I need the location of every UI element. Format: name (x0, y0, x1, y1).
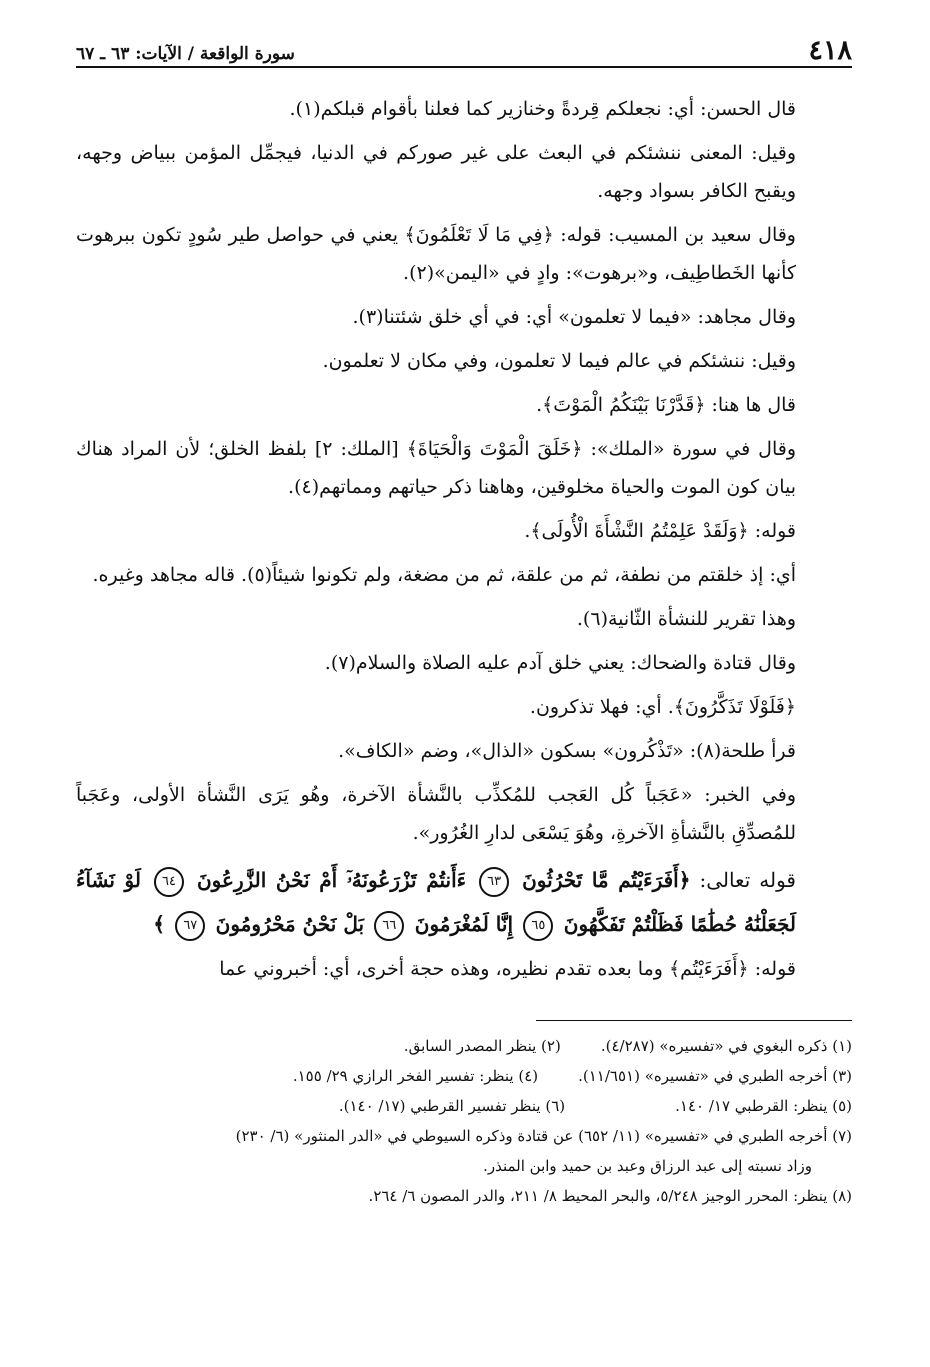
footnote-continuation: وزاد نسبته إلى عبد الرزاق وعبد بن حميد وابن المنذر. (483, 1157, 812, 1175)
footnote: (٧) أخرجه الطبري في «تفسيره» (١١/ ٦٥٢) عن قتادة وذكره السيوطي في «الدر المنثور» (٦/ ٢٣٠) (235, 1127, 852, 1145)
footnote: (٤) ينظر: تفسير الفخر الرازي ٢٩/ ١٥٥. (292, 1067, 539, 1085)
paragraph: قرأ طلحة(٨): «تَذْكُرون» بسكون «الذال»، وضم «الكاف». (338, 740, 796, 762)
verse-close-bracket: ﴾ (153, 912, 165, 936)
footnote-line (76, 1031, 852, 1061)
running-title: سورة الواقعة / الآيات: ٦٣ ـ ٦٧ (76, 44, 295, 64)
paragraph: وقيل: ننشئكم في عالم فيما لا تعلمون، وفي مكان لا تعلمون. (322, 350, 796, 372)
ayah-number-marker: ٦٣ (479, 867, 509, 897)
footnote-separator (536, 1020, 852, 1021)
paragraph: وقيل: المعنى ننشئكم في البعث على غير صوركم في الدنيا، فيجمِّل المؤمن ببياض وجهه، ويقبح الكافر بسواد وجهه. (76, 142, 796, 202)
footnote: (٦) ينظر تفسير القرطبي (١٧/ ١٤٠). (338, 1097, 566, 1115)
paragraph: قوله: ﴿أَفَرَءَيْتُم﴾ وما بعده تقدم نظيره، وهذه حجة أخرى، أي: أخبروني عما (219, 958, 796, 980)
ayah-number-marker: ٦٦ (374, 911, 404, 941)
verse-segment: إِنَّا لَمُغْرَمُونَ (414, 912, 514, 936)
footnote-line (76, 1091, 852, 1121)
paragraph: وفي الخبر: «عَجَباً كُل العَجب للمُكذِّب بالنَّشأة الآخرة، وهُو يَرَى النَّشأة الأولى، وعَجَباً للمُصدِّقِ بالنَّشأةِ الآخرةِ، وهُوَ يَسْعَى لدارِ الغُرُور». (76, 784, 796, 844)
paragraph: وقال مجاهد: «فيما لا تعلمون» أي: في أي خلق شئتنا(٣). (352, 306, 796, 328)
verse-segment: بَلْ نَحْنُ مَحْرُومُونَ (215, 912, 365, 936)
paragraph: أي: إذ خلقتم من نطفة، ثم من علقة، ثم من مضغة، ولم تكونوا شيئاً(٥). قاله مجاهد وغيره. (92, 564, 796, 586)
paragraph: وقال في سورة «الملك»: ﴿خَلَقَ الْمَوْتَ وَالْحَيَاةَ﴾ [الملك: ٢] بلفظ الخلق؛ لأن المراد هناك بيان كون الموت والحياة مخلوقين، وهاهنا ذكر حياتهم ومماتهم(٤). (76, 438, 797, 498)
paragraph: وقال قتادة والضحاك: يعني خلق آدم عليه الصلاة والسلام(٧). (324, 652, 796, 674)
page-header (76, 34, 852, 68)
page-number: ٤١٨ (808, 35, 852, 66)
paragraph: قوله: ﴿وَلَقَدْ عَلِمْتُمُ النَّشْأَةَ الْأُولَى﴾. (524, 520, 796, 542)
footnote-line (76, 1061, 852, 1091)
verse-segment: لَوْ نَشَآءُ لَجَعَلْنَٰهُ حُطَٰمًا فَظَلْتُمْ تَفَكَّهُونَ (76, 868, 796, 936)
footnote: (٨) ينظر: المحرر الوجيز ٥/٢٤٨، والبحر المحيط ٨/ ٢١١، والدر المصون ٦/ ٢٦٤. (368, 1187, 852, 1205)
paragraph: وهذا تقرير للنشأة الثّانية(٦). (576, 608, 796, 630)
footnote: (٥) ينظر: القرطبي ١٧/ ١٤٠. (675, 1097, 852, 1115)
page-body (76, 90, 852, 988)
verse-intro: قوله تعالى: (699, 868, 796, 892)
verse-segment: ءَأَنتُمْ تَزْرَعُونَهُۥٓ أَمْ نَحْنُ الزَّٰرِعُونَ (196, 868, 467, 892)
quran-verse-block (76, 858, 852, 946)
paragraph: ﴿فَلَوْلَا تَذَكَّرُونَ﴾. أي: فهلا تذكرون. (529, 696, 796, 718)
verse-segment: ﴿أَفَرَءَيْتُم مَّا تَحْرُثُونَ (522, 868, 691, 892)
paragraph: قال ها هنا: ﴿قَدَّرْنَا بَيْنَكُمُ الْمَوْتَ﴾. (536, 394, 796, 416)
footnote: (١) ذكره البغوي في «تفسيره» (٤/٢٨٧). (600, 1037, 852, 1055)
footnotes (76, 1031, 852, 1211)
ayah-number-marker: ٦٤ (154, 867, 184, 897)
paragraph: وقال سعيد بن المسيب: قوله: ﴿فِي مَا لَا تَعْلَمُونَ﴾ يعني في حواصل طير سُودٍ تكون ببرهوت كأنها الخَطاطِيف، و«برهوت»: وادٍ في «اليمن»(٢). (76, 224, 796, 284)
ayah-number-marker: ٦٥ (523, 911, 553, 941)
footnote: (٣) أخرجه الطبري في «تفسيره» (١١/٦٥١). (578, 1067, 852, 1085)
ayah-number-marker: ٦٧ (175, 911, 205, 941)
footnote: (٢) ينظر المصدر السابق. (403, 1037, 561, 1055)
paragraph: قال الحسن: أي: نجعلكم قِردةً وخنازير كما فعلنا بأقوام قبلكم(١). (289, 98, 796, 120)
